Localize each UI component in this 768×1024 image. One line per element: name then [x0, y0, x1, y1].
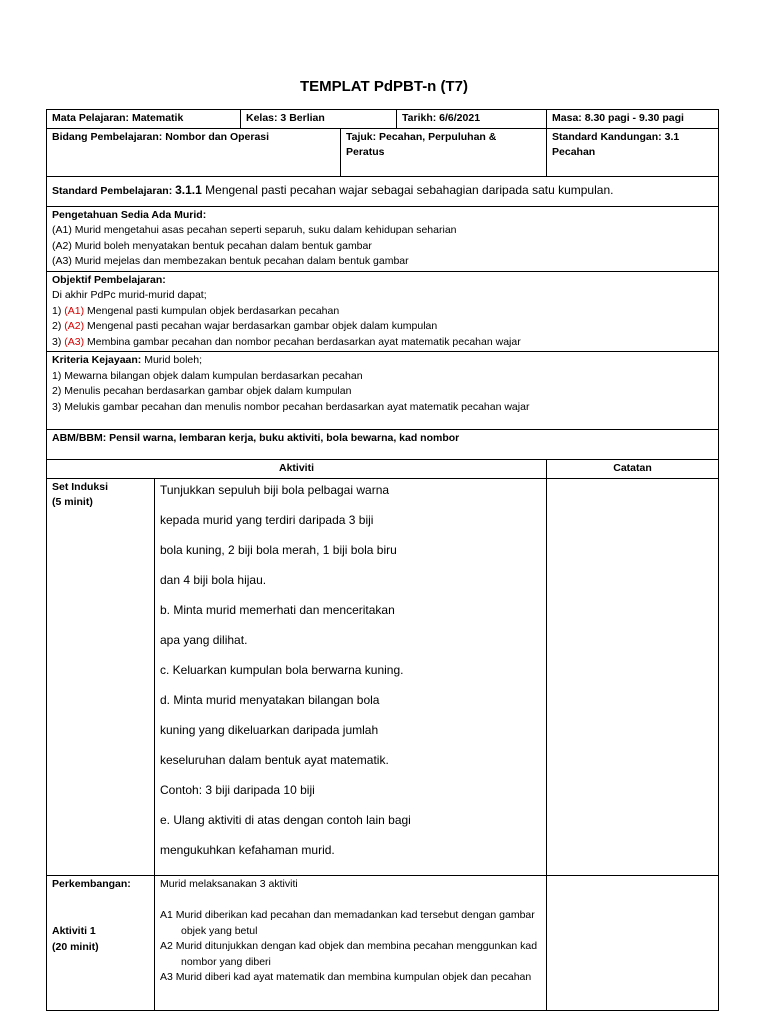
set-induksi-line: kuning yang dikeluarkan daripada jumlah: [160, 722, 379, 737]
prior-knowledge-item: (A3) Murid mejelas dan membezakan bentuk pecahan dalam bentuk gambar: [52, 255, 409, 267]
set-induksi-line: d. Minta murid menyatakan bilangan bola: [160, 692, 380, 707]
criteria-row: [47, 352, 719, 430]
set-induksi-line: Contoh: 3 biji daripada 10 biji: [160, 782, 315, 797]
set-induksi-line: e. Ulang aktiviti di atas dengan contoh lain bagi: [160, 812, 411, 827]
objectives-row: [47, 271, 719, 352]
set-induksi-line: Tunjukkan sepuluh biji bola pelbagai warna: [160, 482, 390, 497]
set-induksi-row: [47, 478, 719, 875]
development-intro: Murid melaksanakan 3 aktiviti: [160, 877, 298, 890]
header-row-1: [47, 110, 719, 129]
date-cell: Tarikh: 6/6/2021: [397, 110, 547, 129]
objective-text: Mengenal pasti kumpulan objek berdasarkan pecahan: [84, 304, 340, 317]
activity-header-row: [47, 460, 719, 479]
criteria-cell: [47, 352, 719, 430]
activity-1-duration: (20 minit): [52, 940, 99, 953]
objective-text: Membina gambar pecahan dan nombor pecahan berdasarkan ayat matematik pecahan wajar: [84, 335, 521, 348]
prior-knowledge-cell: [47, 206, 719, 271]
standard-learning-label: Standard Pembelajaran:: [52, 184, 176, 197]
set-induksi-label: Set Induksi: [52, 480, 109, 493]
time-cell: Masa: 8.30 pagi - 9.30 pagi: [547, 110, 719, 129]
objective-item: [52, 335, 713, 351]
set-induksi-notes: [547, 478, 719, 875]
activity-1-label: Aktiviti 1: [52, 925, 96, 937]
criteria-item: 2) Menulis pecahan berdasarkan gambar objek dalam kumpulan: [52, 385, 352, 397]
criteria-item: 1) Mewarna bilangan objek dalam kumpulan berdasarkan pecahan: [52, 369, 363, 382]
objective-number: 3): [52, 335, 65, 348]
materials-cell: ABM/BBM: Pensil warna, lembaran kerja, buku aktiviti, bola bewarna, kad nombor: [47, 430, 719, 460]
activity-column-header: Aktiviti: [47, 460, 547, 479]
objectives-intro: Di akhir PdPc murid-murid dapat;: [52, 289, 207, 301]
objective-tag: (A2): [64, 320, 85, 332]
development-label-cell: [47, 875, 155, 1010]
development-label: Perkembangan:: [52, 877, 131, 890]
set-induksi-line: kepada murid yang terdiri daripada 3 biji: [160, 512, 374, 527]
development-item: A1 Murid diberikan kad pecahan dan memadankan kad tersebut dengan gambar objek yang betul: [160, 909, 535, 937]
objective-tag: (A1): [64, 304, 85, 317]
criteria-heading-line: [52, 353, 713, 369]
prior-knowledge-heading: Pengetahuan Sedia Ada Murid:: [52, 208, 207, 221]
objective-item: [52, 304, 713, 320]
set-induksi-line: mengukuhkan kefahaman murid.: [160, 842, 335, 857]
lesson-plan-table: [46, 109, 719, 1011]
development-notes: [547, 875, 719, 1010]
set-induksi-line: c. Keluarkan kumpulan bola berwarna kuning.: [160, 662, 404, 677]
standard-content-cell: [547, 128, 719, 176]
learning-field-cell: Bidang Pembelajaran: Nombor dan Operasi: [47, 128, 341, 176]
objectives-cell: [47, 271, 719, 352]
set-induksi-line: bola kuning, 2 biji bola merah, 1 biji bola biru: [160, 542, 397, 557]
set-induksi-line: b. Minta murid memerhati dan menceritakan: [160, 602, 395, 617]
objective-tag: (A3): [64, 335, 85, 348]
topic-line-1: Tajuk: Pecahan, Perpuluhan &: [346, 130, 497, 143]
set-induksi-line: dan 4 biji bola hijau.: [160, 572, 267, 587]
subject-cell: Mata Pelajaran: Matematik: [47, 110, 241, 129]
set-induksi-line: apa yang dilihat.: [160, 632, 248, 647]
development-item: A3 Murid diberi kad ayat matematik dan membina kumpulan objek dan pecahan: [160, 971, 532, 983]
standard-content-line-1: Standard Kandungan: 3.1: [552, 130, 680, 143]
objective-number: 2): [52, 320, 65, 332]
materials-row: [47, 430, 719, 460]
document-title: TEMPLAT PdPBT-n (T7): [299, 78, 469, 95]
notes-column-header: Catatan: [547, 460, 719, 479]
set-induksi-duration: (5 minit): [52, 496, 93, 508]
criteria-label: Kriteria Kejayaan:: [52, 354, 142, 366]
prior-knowledge-item: (A1) Murid mengetahui asas pecahan seperti separuh, suku dalam kehidupan seharian: [52, 224, 457, 236]
standard-learning-code: 3.1.1: [175, 182, 202, 197]
objective-item: [52, 319, 713, 335]
development-row: [47, 875, 719, 1010]
set-induksi-line: keseluruhan dalam bentuk ayat matematik.: [160, 752, 389, 767]
standard-content-line-2: Pecahan: [552, 146, 596, 158]
class-cell: Kelas: 3 Berlian: [241, 110, 397, 129]
header-row-2: [47, 128, 719, 176]
development-item: A2 Murid ditunjukkan dengan kad objek dan membina pecahan menggunkan kad nombor yang diberi: [160, 940, 538, 968]
topic-cell: [341, 128, 547, 176]
prior-knowledge-row: [47, 206, 719, 271]
criteria-intro: Murid boleh;: [141, 354, 202, 366]
objective-number: 1): [52, 304, 65, 317]
objective-text: Mengenal pasti pecahan wajar berdasarkan gambar objek dalam kumpulan: [84, 320, 438, 332]
topic-line-2: Peratus: [346, 146, 385, 158]
development-content: [155, 875, 547, 1010]
standard-learning-text: Mengenal pasti pecahan wajar sebagai sebahagian daripada satu kumpulan.: [201, 182, 614, 197]
set-induksi-content: [155, 478, 547, 875]
objectives-heading: Objektif Pembelajaran:: [52, 273, 166, 286]
set-induksi-label-cell: [47, 478, 155, 875]
standard-learning-cell: [47, 176, 719, 206]
standard-learning-row: [47, 176, 719, 206]
criteria-item: 3) Melukis gambar pecahan dan menulis nombor pecahan berdasarkan ayat matematik pecahan wajar: [52, 400, 530, 413]
prior-knowledge-item: (A2) Murid boleh menyatakan bentuk pecahan dalam bentuk gambar: [52, 239, 372, 252]
